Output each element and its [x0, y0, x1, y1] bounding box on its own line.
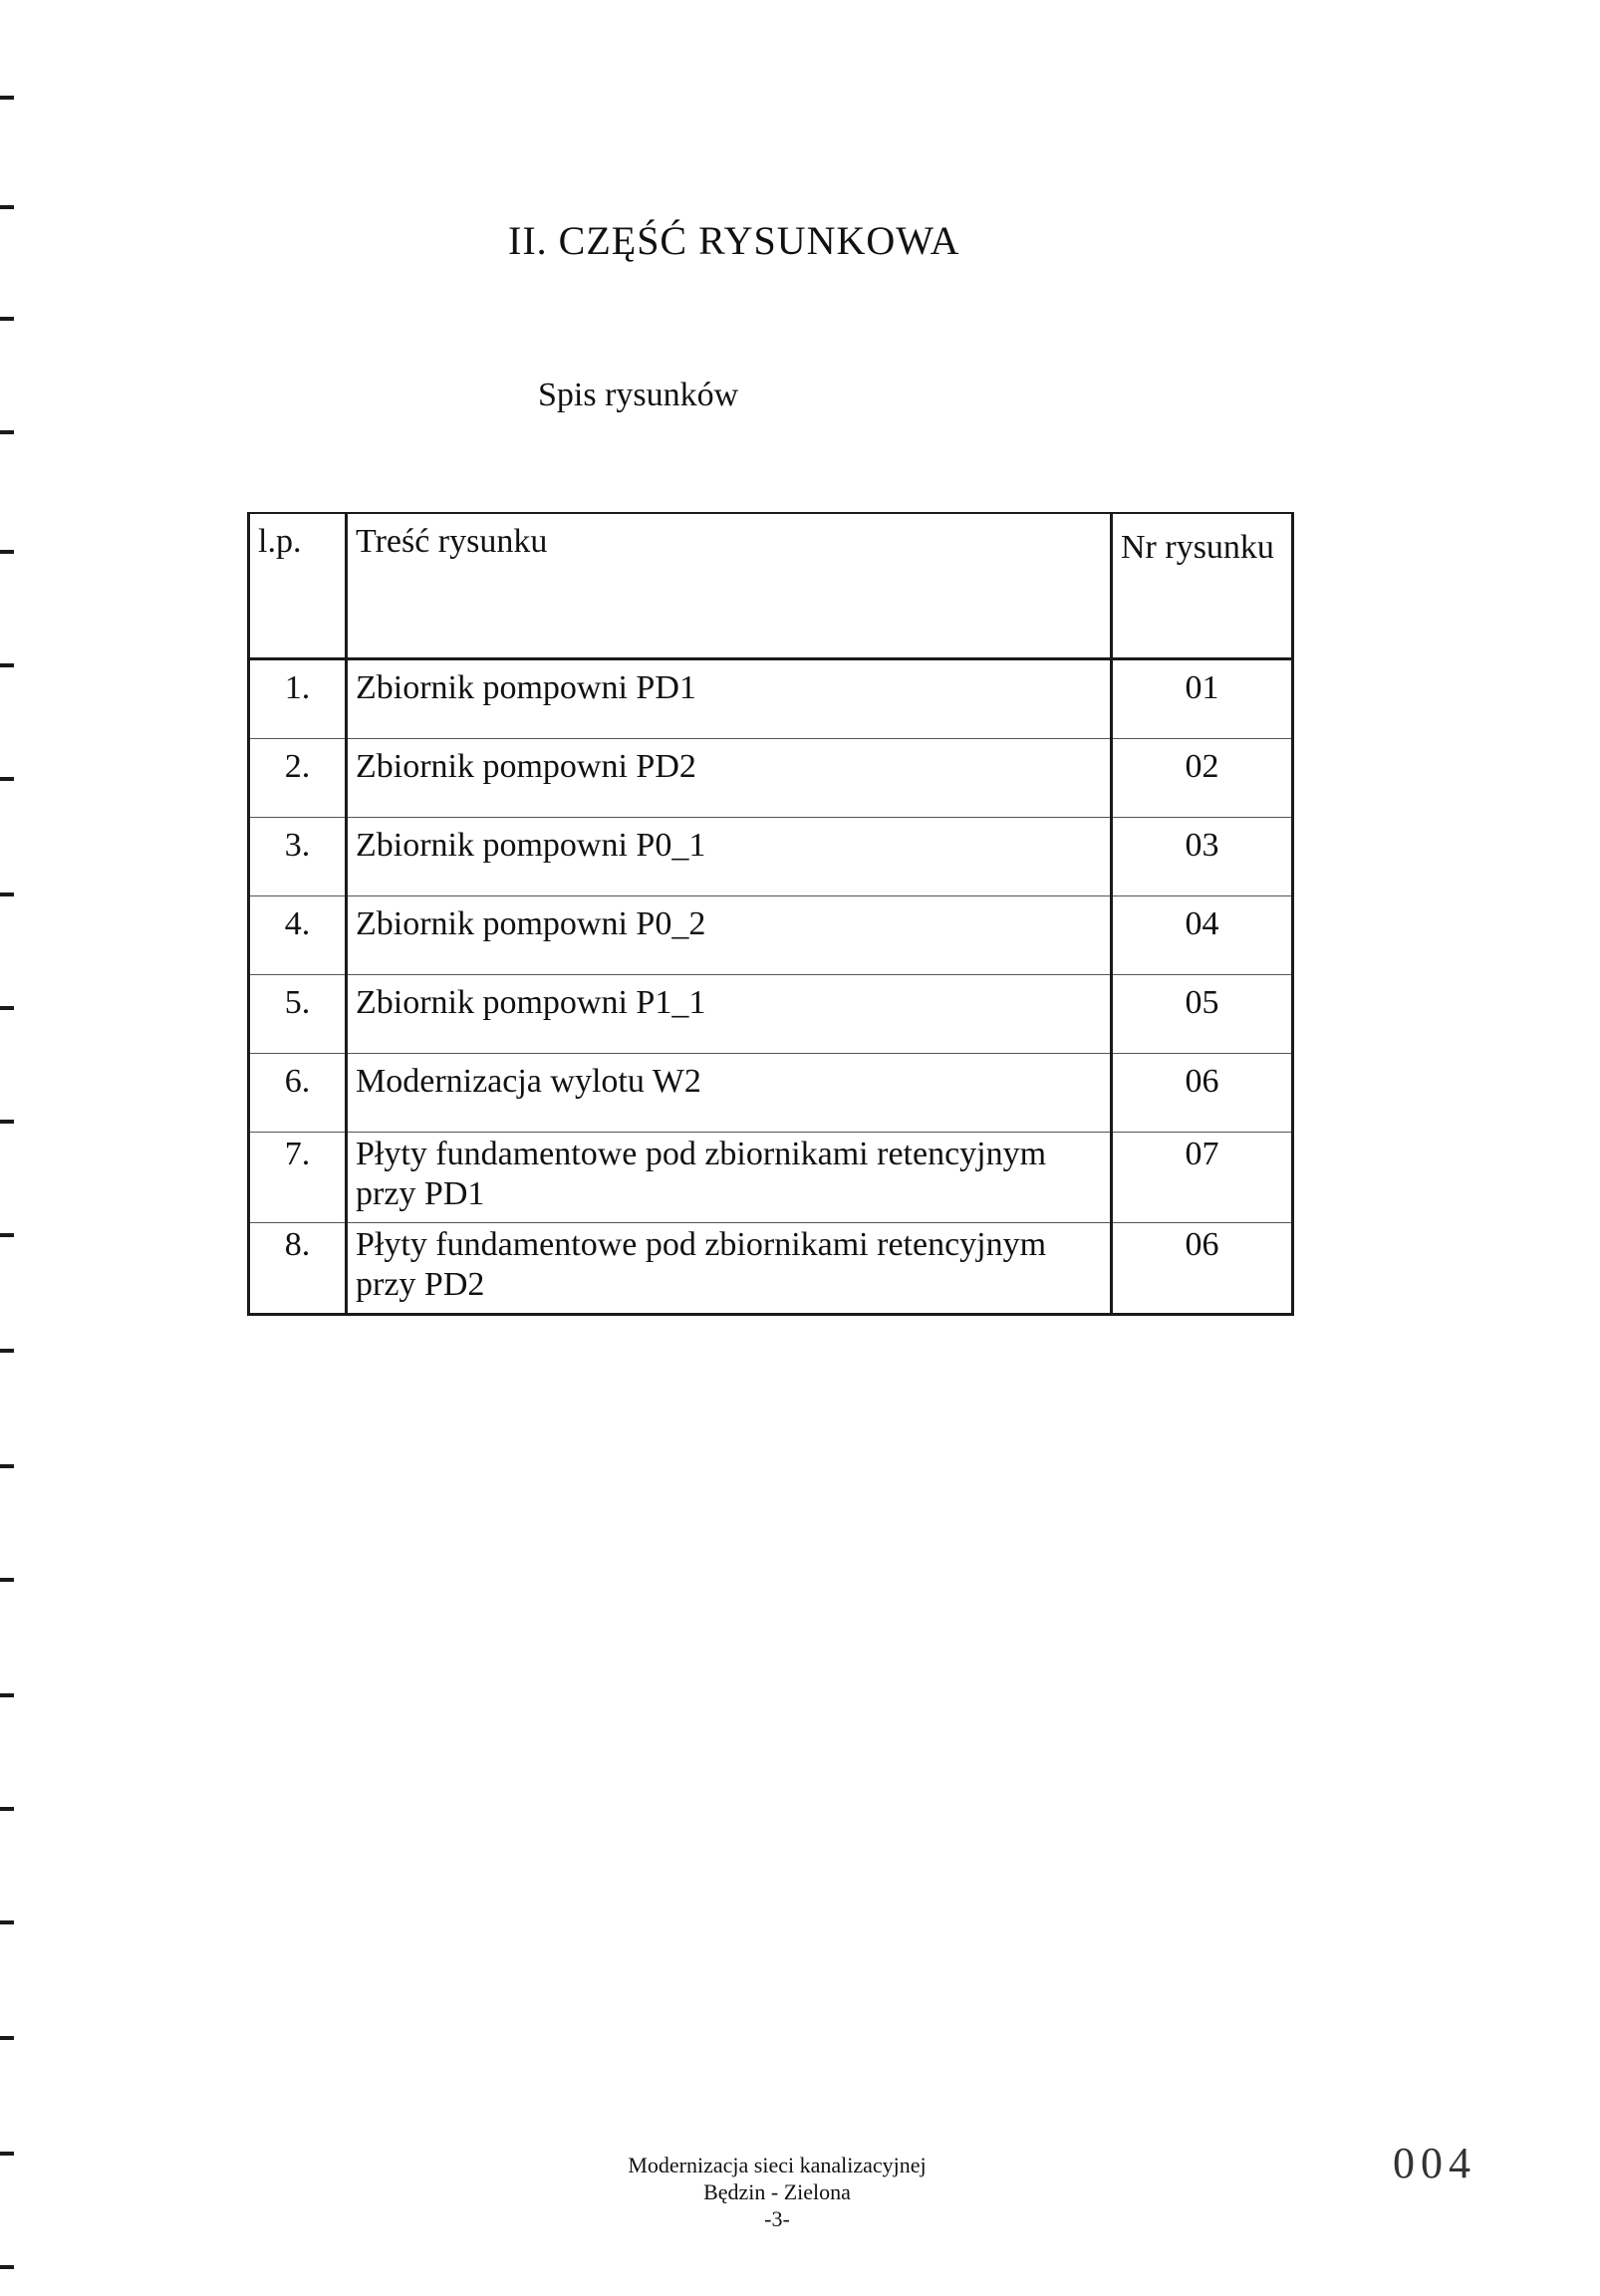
binding-mark: [0, 1006, 14, 1010]
binding-mark: [0, 1120, 14, 1124]
table-row: [249, 818, 1293, 896]
binding-mark: [0, 1578, 14, 1582]
binding-mark: [0, 2036, 14, 2040]
binding-mark: [0, 205, 14, 209]
header-description: Treść rysunku: [347, 513, 1112, 659]
table-row: [249, 1133, 1293, 1223]
table-row: [249, 1223, 1293, 1315]
row-description: Zbiornik pompowni P1_1: [347, 975, 1112, 1054]
binding-mark: [0, 1233, 14, 1237]
row-lp: 4.: [249, 896, 347, 975]
binding-mark: [0, 777, 14, 781]
binding-mark: [0, 317, 14, 321]
binding-mark: [0, 2265, 14, 2269]
header-number: Nr rysunku: [1112, 513, 1293, 659]
binding-mark: [0, 1693, 14, 1697]
row-number: 04: [1112, 896, 1293, 975]
table-row: [249, 896, 1293, 975]
section-subtitle: Spis rysunków: [538, 377, 739, 413]
binding-mark: [0, 893, 14, 896]
row-description: Zbiornik pompowni P0_2: [347, 896, 1112, 975]
binding-mark: [0, 1464, 14, 1468]
row-lp: 1.: [249, 659, 347, 739]
footer-page-number: -3-: [764, 2206, 790, 2231]
row-lp: 5.: [249, 975, 347, 1054]
row-number: 05: [1112, 975, 1293, 1054]
row-description: Płyty fundamentowe pod zbiornikami retencyjnym przy PD2: [347, 1223, 1112, 1315]
binding-mark: [0, 663, 14, 667]
page-title: II. CZĘŚĆ RYSUNKOWA: [508, 218, 960, 263]
row-lp: 3.: [249, 818, 347, 896]
row-lp: 7.: [249, 1133, 347, 1223]
binding-mark: [0, 550, 14, 554]
footer-project-title: Modernizacja sieci kanalizacyjnej: [628, 2153, 927, 2177]
binding-mark: [0, 2152, 14, 2156]
header-lp: l.p.: [249, 513, 347, 659]
row-lp: 8.: [249, 1223, 347, 1315]
table-row: [249, 1054, 1293, 1133]
row-description: Zbiornik pompowni P0_1: [347, 818, 1112, 896]
page-stamp-number: 004: [1393, 2139, 1476, 2187]
table-row: [249, 659, 1293, 739]
page-footer: [558, 2152, 996, 2232]
row-lp: 6.: [249, 1054, 347, 1133]
binding-mark: [0, 1807, 14, 1811]
row-lp: 2.: [249, 739, 347, 818]
row-description: Zbiornik pompowni PD2: [347, 739, 1112, 818]
row-number: 06: [1112, 1223, 1293, 1315]
row-number: 06: [1112, 1054, 1293, 1133]
row-description: Zbiornik pompowni PD1: [347, 659, 1112, 739]
row-number: 07: [1112, 1133, 1293, 1223]
row-number: 03: [1112, 818, 1293, 896]
row-description: Płyty fundamentowe pod zbiornikami retencyjnym przy PD1: [347, 1133, 1112, 1223]
row-description: Modernizacja wylotu W2: [347, 1054, 1112, 1133]
footer-location: Będzin - Zielona: [703, 2179, 851, 2204]
drawings-table: [247, 512, 1294, 1316]
table-row: [249, 975, 1293, 1054]
binding-mark: [0, 1349, 14, 1353]
row-number: 01: [1112, 659, 1293, 739]
row-number: 02: [1112, 739, 1293, 818]
table-header-row: [249, 513, 1293, 659]
table-row: [249, 739, 1293, 818]
binding-mark: [0, 1920, 14, 1924]
binding-mark: [0, 430, 14, 434]
binding-mark: [0, 96, 14, 100]
